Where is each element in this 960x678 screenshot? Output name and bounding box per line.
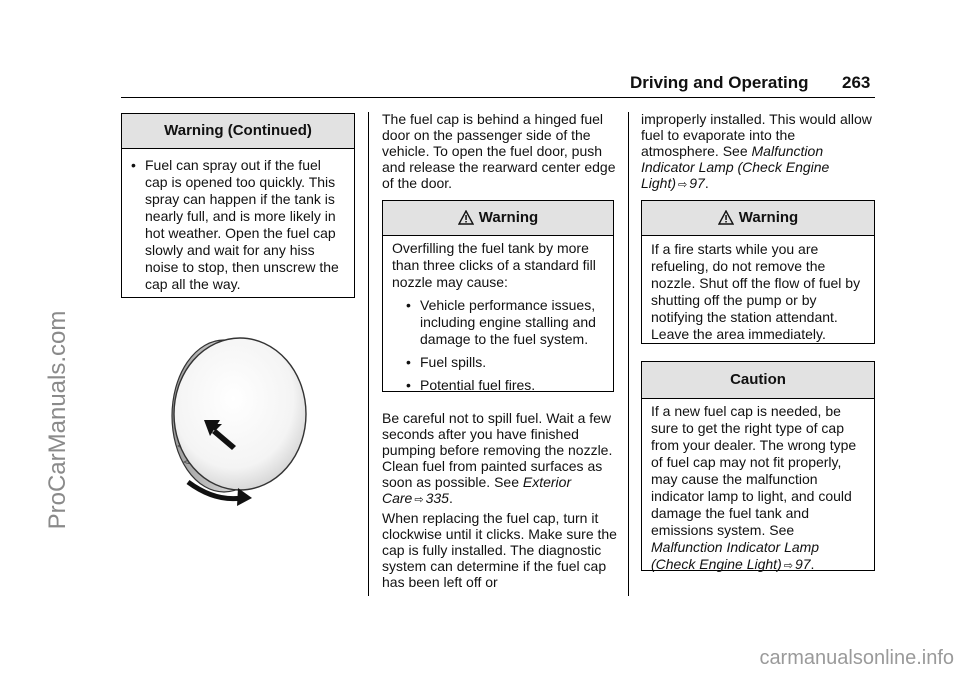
bullet-glyph: •: [406, 354, 411, 370]
bullet-glyph: •: [131, 157, 136, 173]
list-item: [392, 297, 604, 348]
caution-body: [642, 399, 874, 583]
caution-box: [641, 361, 875, 571]
exterior-care-page[interactable]: 335: [425, 490, 449, 506]
list-item-text: Vehicle performance issues, including engine stalling and damage to the fuel system.: [420, 297, 596, 347]
caution-title: Caution: [642, 362, 874, 399]
period: .: [448, 490, 453, 506]
warning-triangle-icon: [718, 204, 734, 238]
warning-box-header: [383, 201, 613, 236]
list-item: [392, 354, 604, 371]
warning-box-overfill: [382, 200, 614, 392]
warning-continued-title: Warning (Continued): [122, 114, 354, 149]
column-divider-1: [368, 112, 369, 596]
replace-cap-paragraph: When replacing the fuel cap, turn it clockwise until it clicks. Make sure the cap is fully installed. The diagnostic system can determine if the fuel cap has been left off or: [382, 510, 617, 590]
watermark-side: ProCarManuals.com: [44, 310, 71, 530]
page-ref-icon: ⇨: [414, 494, 424, 506]
warning-lead: Overfilling the fuel tank by more than three clicks of a standard fill nozzle may cause:: [392, 240, 596, 290]
warning-body: If a fire starts while you are refueling, do not remove the nozzle. Shut off the flow of fuel by shutting off the pump or by notifying the station attendant. Leave the area immediately.: [651, 241, 861, 342]
mil-page[interactable]: 97: [794, 556, 811, 572]
warning-box-fire: [641, 200, 875, 344]
spill-care-paragraph: [382, 410, 620, 508]
warning-triangle-icon: [458, 204, 474, 238]
column-divider-2: [628, 112, 629, 596]
list-item-text: Fuel spills.: [420, 354, 487, 370]
header-rule: [121, 97, 875, 98]
warning-title: Warning: [478, 209, 539, 226]
period: .: [810, 556, 815, 572]
warning-continued-box: [121, 113, 355, 298]
mil-link[interactable]: Malfunction Indicator Lamp (Check Engine Light): [651, 539, 820, 572]
list-item: [392, 377, 604, 394]
bullet-glyph: •: [406, 297, 411, 313]
continued-text: improperly installed. This would allow fuel to evaporate into the atmosphere. See: [641, 111, 872, 159]
warning-box-header: [642, 201, 874, 236]
mil-page[interactable]: 97: [689, 175, 705, 191]
bullet-glyph: •: [406, 377, 411, 393]
fuel-cap-illustration: [160, 332, 310, 512]
mil-link[interactable]: Malfunction Indicator Lamp (Check Engine Light): [641, 143, 830, 191]
exterior-care-link[interactable]: Exterior Care: [382, 474, 572, 506]
fuel-door-paragraph: The fuel cap is behind a hinged fuel door on the passenger side of the vehicle. To open the fuel door, push and release the rearward center edge of the door.: [382, 111, 616, 191]
continued-paragraph: [641, 111, 875, 193]
warning-title: Warning: [738, 209, 799, 226]
page-ref-icon: ⇨: [678, 179, 688, 191]
list-item: [131, 157, 345, 293]
list-item-text: Fuel can spray out if the fuel cap is opened too quickly. This spray can happen if the tank is nearly full, and is more likely in hot weather. Open the fuel cap slowly and wait for any hiss noise to stop, then unscrew the cap all the way.: [145, 157, 339, 292]
spill-care-text: Be careful not to spill fuel. Wait a few seconds after you have finished pumping before removing the nozzle. Clean fuel from painted surfaces as soon as possible. See: [382, 410, 613, 490]
caution-text: If a new fuel cap is needed, be sure to get the right type of cap from your dealer. The wrong type of fuel cap may not fit properly, may cause the malfunction indicator lamp to light, and could damage the fuel tank and emissions system. See: [651, 403, 857, 538]
page-number: 263: [842, 73, 871, 92]
period: .: [704, 175, 709, 191]
list-item-text: Potential fuel fires.: [420, 377, 536, 393]
page-ref-icon: ⇨: [783, 560, 793, 572]
watermark-bottom: carmanualsonline.info: [759, 647, 954, 669]
section-title: Driving and Operating: [630, 73, 809, 92]
fuel-cap-drawing: [160, 332, 310, 512]
